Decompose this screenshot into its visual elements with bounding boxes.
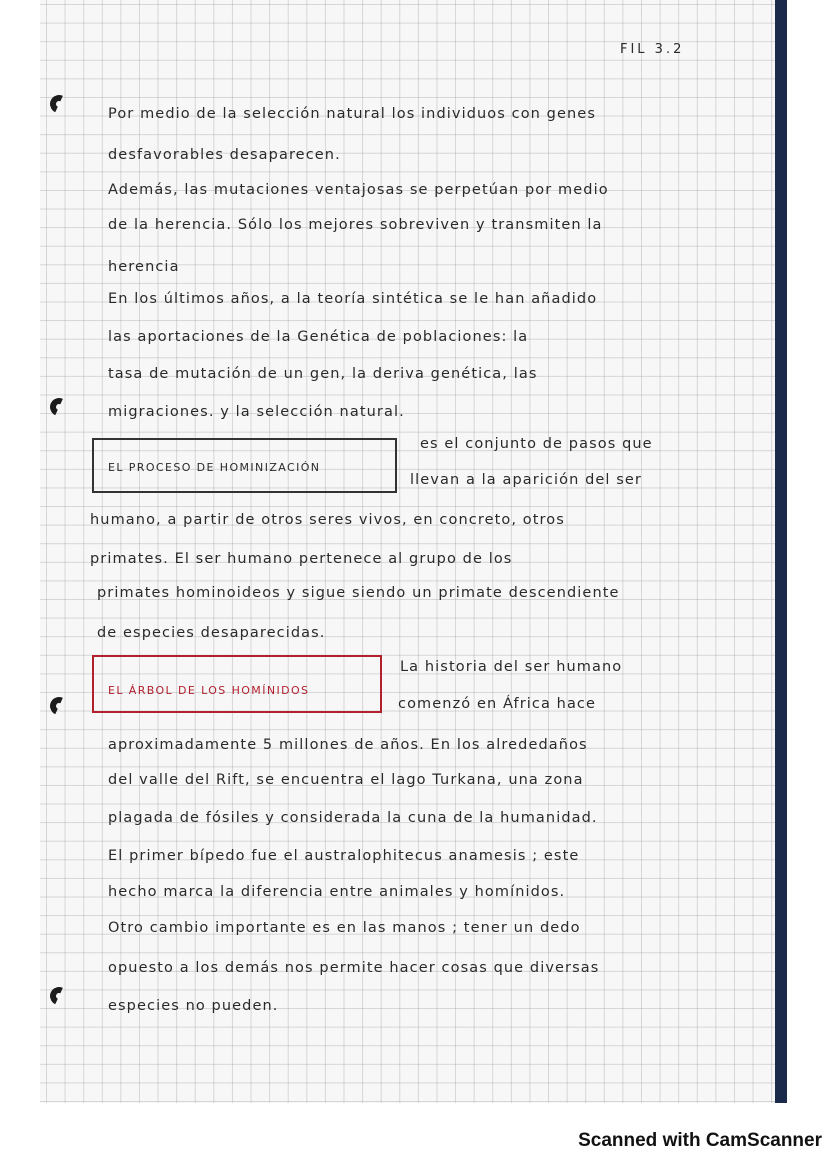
- text-line: hecho marca la diferencia entre animales y homínidos.: [108, 884, 566, 900]
- text-line: En los últimos años, a la teoría sintética se le han añadido: [108, 291, 598, 307]
- text-line: aproximadamente 5 millones de años. En los alrededaños: [108, 737, 588, 753]
- text-line: Otro cambio importante es en las manos ; tener un dedo: [108, 920, 581, 936]
- text-line: del valle del Rift, se encuentra el lago Turkana, una zona: [108, 772, 584, 788]
- text-line: de la herencia. Sólo los mejores sobreviven y transmiten la: [108, 217, 603, 233]
- text-line: especies no pueden.: [108, 998, 279, 1014]
- text-line: llevan a la aparición del ser: [410, 472, 642, 488]
- scanner-watermark: Scanned with CamScanner: [578, 1130, 822, 1151]
- page-reference: FIL 3.2: [620, 42, 685, 57]
- text-line: El primer bípedo fue el australophitecus anamesis ; este: [108, 848, 580, 864]
- text-line: las aportaciones de la Genética de poblaciones: la: [108, 329, 529, 345]
- text-line: humano, a partir de otros seres vivos, en concreto, otros: [90, 512, 565, 528]
- section-heading-box: [92, 655, 382, 713]
- text-line: plagada de fósiles y considerada la cuna de la humanidad.: [108, 810, 598, 826]
- section-heading: EL ÁRBOL DE LOS HOMÍNIDOS: [108, 684, 310, 697]
- page-edge: [775, 0, 787, 1103]
- section-heading: EL PROCESO DE HOMINIZACIÓN: [108, 461, 321, 474]
- text-line: comenzó en África hace: [398, 696, 597, 712]
- text-line: de especies desaparecidas.: [97, 625, 326, 641]
- text-line: Además, las mutaciones ventajosas se perpetúan por medio: [108, 182, 609, 198]
- text-line: primates hominoideos y sigue siendo un primate descendiente: [97, 585, 620, 601]
- text-line: es el conjunto de pasos que: [420, 436, 653, 452]
- text-line: opuesto a los demás nos permite hacer cosas que diversas: [108, 960, 600, 976]
- text-line: migraciones. y la selección natural.: [108, 404, 405, 420]
- text-line: primates. El ser humano pertenece al grupo de los: [90, 551, 513, 567]
- text-line: Por medio de la selección natural los individuos con genes: [108, 106, 596, 122]
- section-heading-box: [92, 438, 397, 493]
- text-line: tasa de mutación de un gen, la deriva genética, las: [108, 366, 538, 382]
- text-line: herencia: [108, 259, 180, 275]
- text-line: La historia del ser humano: [400, 659, 623, 675]
- text-line: desfavorables desaparecen.: [108, 147, 341, 163]
